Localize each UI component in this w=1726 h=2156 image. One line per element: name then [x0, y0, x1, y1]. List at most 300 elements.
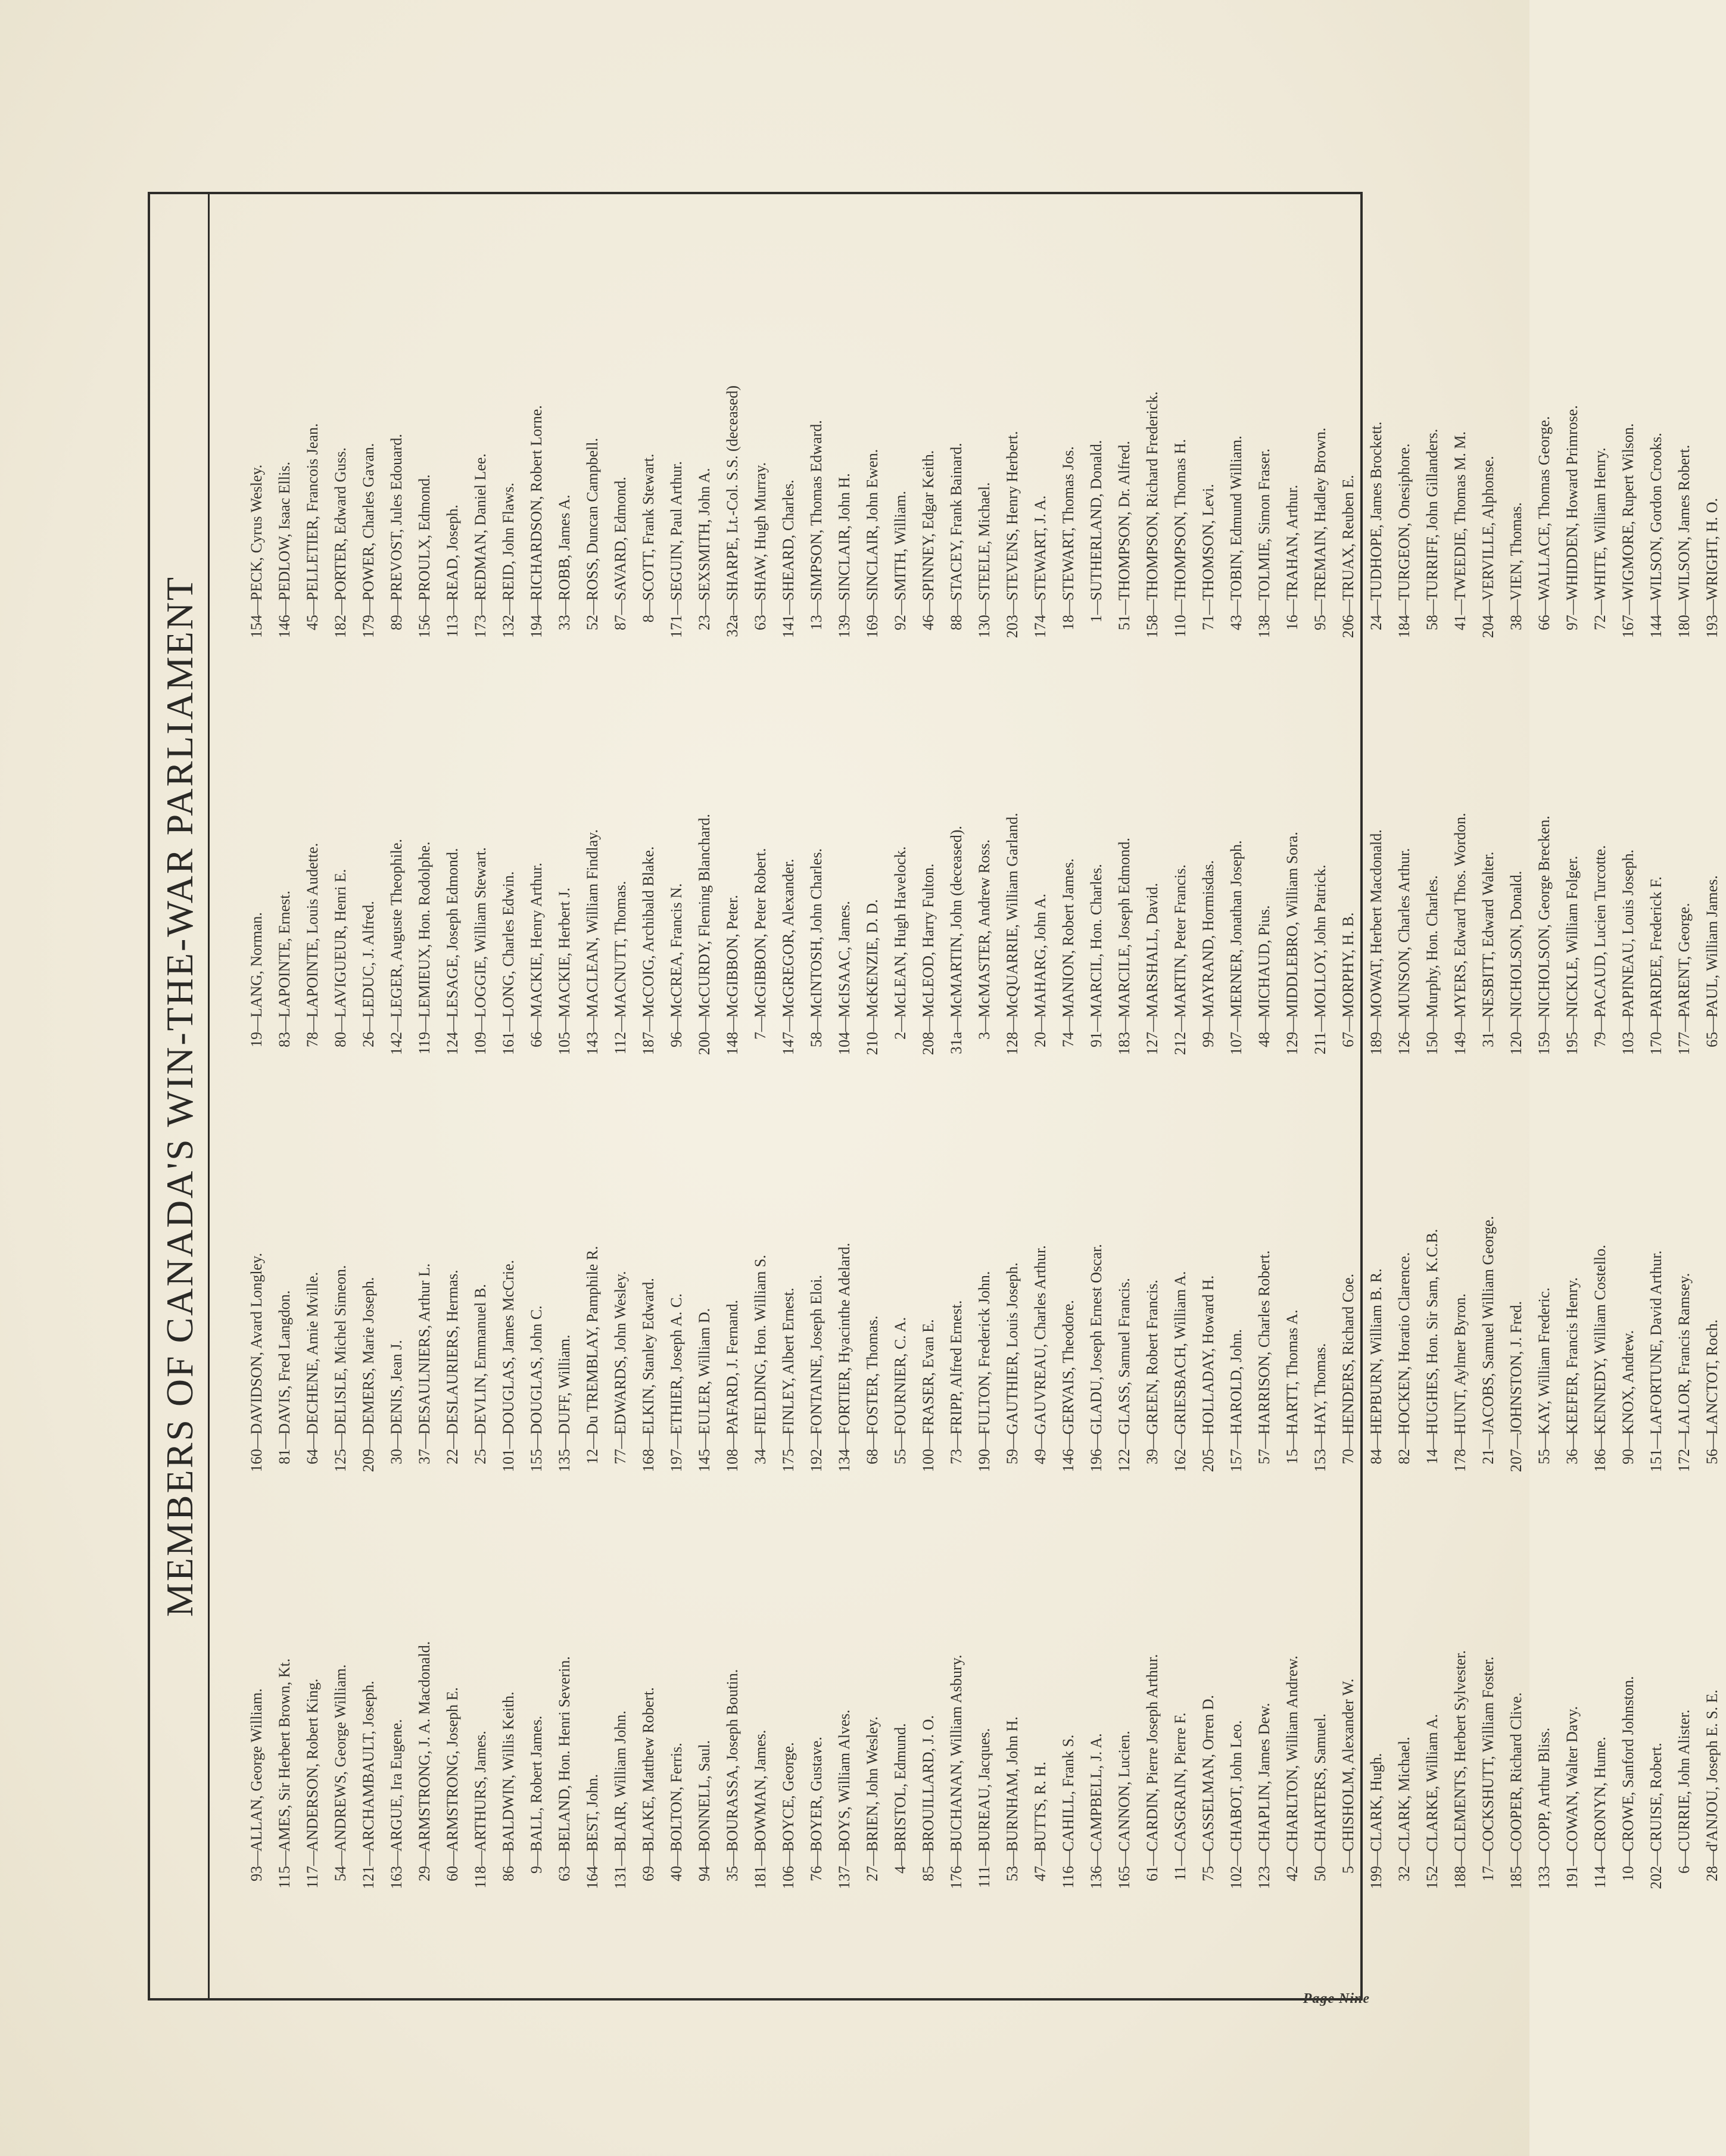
- member-number: 141: [780, 615, 797, 638]
- member-entry: [802, 1492, 830, 1909]
- dash-separator: —: [724, 1850, 741, 1866]
- member-entry: [858, 1492, 886, 1909]
- member-name: SHARPE, Lt.-Col. S.S. (deceased): [724, 385, 741, 601]
- dash-separator: —: [556, 1850, 573, 1866]
- member-name: HARTT, Thomas A.: [1283, 1309, 1301, 1435]
- member-number: 146: [276, 615, 293, 638]
- member-number: 67: [1339, 1032, 1357, 1047]
- member-entry: [998, 1075, 1026, 1492]
- member-entry: [270, 1492, 298, 1909]
- member-name: BOWMAN, James.: [752, 1729, 769, 1852]
- member-number: 129: [1283, 1032, 1301, 1055]
- member-entry: [1222, 1492, 1250, 1909]
- member-name: HOCKEN, Horatio Clarence.: [1395, 1252, 1413, 1435]
- dash-separator: —: [556, 1016, 573, 1032]
- member-number: 69: [640, 1866, 657, 1881]
- dash-separator: —: [584, 1016, 601, 1032]
- dash-separator: —: [724, 1016, 741, 1032]
- member-number: 182: [332, 615, 349, 638]
- member-name: McCURDY, Fleming Blanchard.: [696, 814, 713, 1018]
- member-number: 87: [612, 615, 629, 630]
- member-number: 70: [1339, 1449, 1357, 1464]
- member-entry: [242, 241, 270, 658]
- member-name: MAHARG, John A.: [1032, 893, 1049, 1018]
- member-name: MACKIE, Henry Arthur.: [528, 863, 545, 1018]
- member-number: 111: [976, 1866, 993, 1889]
- member-number: 179: [360, 615, 377, 638]
- member-name: CAMPBELL, J. A.: [1088, 1733, 1105, 1852]
- member-name: CASGRAIN, Pierre F.: [1172, 1712, 1189, 1852]
- member-number: 156: [416, 615, 433, 638]
- member-name: LONG, Charles Edwin.: [500, 871, 517, 1018]
- dash-separator: —: [1647, 1433, 1665, 1449]
- member-number: 150: [1423, 1032, 1441, 1055]
- member-name: MACNUTT, Thomas.: [612, 881, 629, 1018]
- member-entry: [1670, 658, 1698, 1075]
- member-number: 42: [1283, 1866, 1301, 1881]
- dash-separator: —: [1367, 1850, 1385, 1866]
- member-entry: [578, 1492, 606, 1909]
- member-number: 96: [668, 1032, 685, 1047]
- member-number: 52: [584, 615, 601, 630]
- member-name: FOURNIER, C. A.: [892, 1317, 909, 1435]
- member-entry: [1054, 1492, 1082, 1909]
- member-entry: [606, 1075, 634, 1492]
- dash-separator: —: [1172, 599, 1189, 615]
- member-entry: [802, 658, 830, 1075]
- member-name: NICHOLSON, Donald.: [1507, 870, 1525, 1018]
- member-entry: [1362, 1492, 1390, 1909]
- member-entry: [354, 1492, 382, 1909]
- member-name: ELKIN, Stanley Edward.: [640, 1278, 657, 1435]
- dash-separator: —: [248, 1850, 265, 1866]
- member-name: REDMAN, Daniel Lee.: [472, 453, 489, 601]
- member-name: BURNHAM, John H.: [1004, 1716, 1021, 1852]
- dash-separator: —: [1004, 1850, 1021, 1866]
- member-entry: [1586, 1075, 1614, 1492]
- member-entry: [1222, 241, 1250, 658]
- page-label: Page Nine: [1303, 1991, 1370, 2006]
- dash-separator: —: [724, 599, 741, 615]
- dash-separator: —: [864, 599, 881, 615]
- member-name: ETHIER, Joseph A. C.: [668, 1293, 685, 1435]
- member-name: VERVILLE, Alphonse.: [1479, 456, 1497, 601]
- member-name: PARENT, George.: [1675, 903, 1693, 1018]
- member-entry: [1474, 1075, 1502, 1492]
- member-number: 51: [1116, 615, 1133, 630]
- member-name: d'ANJOU, Joseph E. S. E.: [1703, 1690, 1721, 1852]
- member-entry: [382, 658, 410, 1075]
- dash-separator: —: [724, 1433, 741, 1449]
- dash-separator: —: [1619, 1016, 1637, 1032]
- member-entry: [1530, 1492, 1558, 1909]
- member-entry: [1306, 241, 1334, 658]
- member-number: 20: [1032, 1032, 1049, 1047]
- member-name: MYERS, Edward Thos. Wordon.: [1451, 813, 1469, 1018]
- dash-separator: —: [276, 1433, 293, 1449]
- member-entry: [1502, 241, 1530, 658]
- dash-separator: —: [668, 599, 685, 615]
- member-entry: [522, 241, 550, 658]
- member-number: 186: [1591, 1449, 1609, 1472]
- member-entry: [774, 658, 802, 1075]
- member-number: 149: [1451, 1032, 1469, 1055]
- dash-separator: —: [1423, 1433, 1441, 1449]
- member-number: 100: [920, 1449, 937, 1472]
- dash-separator: —: [920, 1850, 937, 1866]
- member-number: 57: [1255, 1449, 1273, 1464]
- member-number: 61: [1144, 1866, 1161, 1881]
- dash-separator: —: [1311, 1433, 1329, 1449]
- dash-separator: —: [836, 1850, 853, 1866]
- member-number: 203: [1004, 615, 1021, 638]
- member-entry: [662, 1075, 690, 1492]
- member-name: DEVLIN, Emmanuel B.: [472, 1284, 489, 1435]
- dash-separator: —: [1255, 1016, 1273, 1032]
- member-name: CHISHOLM, Alexander W.: [1339, 1678, 1357, 1852]
- member-name: KENNEDY, William Costello.: [1591, 1245, 1609, 1435]
- member-entry: [578, 1075, 606, 1492]
- dash-separator: —: [556, 599, 573, 615]
- dash-separator: —: [640, 1016, 657, 1032]
- dash-separator: —: [388, 599, 405, 615]
- member-entry: [1026, 241, 1054, 658]
- dash-separator: —: [1451, 1433, 1469, 1449]
- dash-separator: —: [920, 1433, 937, 1449]
- member-entry: [1306, 658, 1334, 1075]
- member-name: CHARLTON, William Andrew.: [1283, 1655, 1301, 1852]
- member-name: PELLETIER, Francois Jean.: [304, 423, 321, 601]
- member-entry: [802, 241, 830, 658]
- member-number: 11: [1172, 1866, 1189, 1881]
- dash-separator: —: [1395, 599, 1413, 615]
- member-name: LAPOINTE, Ernest.: [276, 890, 293, 1018]
- member-entry: [942, 241, 970, 658]
- member-number: 139: [836, 615, 853, 638]
- member-entry: [1614, 241, 1642, 658]
- member-name: MARCIL, Hon. Charles.: [1088, 864, 1105, 1018]
- member-number: 210: [864, 1032, 881, 1055]
- member-number: 76: [808, 1866, 825, 1881]
- member-name: LAVIGUEUR, Henri E.: [332, 869, 349, 1018]
- dash-separator: —: [584, 599, 601, 615]
- dash-separator: —: [1088, 1433, 1105, 1449]
- dash-separator: —: [612, 599, 629, 615]
- dash-separator: —: [1144, 599, 1161, 615]
- dash-separator: —: [780, 1016, 797, 1032]
- dash-separator: —: [1535, 599, 1553, 615]
- dash-separator: —: [1283, 599, 1301, 615]
- member-entry: [1502, 1075, 1530, 1492]
- member-entry: [1390, 658, 1418, 1075]
- member-entry: [1474, 658, 1502, 1075]
- member-entry: [634, 1492, 662, 1909]
- member-number: 1: [1088, 615, 1105, 623]
- member-entry: [1614, 1075, 1642, 1492]
- member-entry: [1222, 1075, 1250, 1492]
- member-name: LEGER, Auguste Theophile.: [388, 839, 405, 1018]
- member-entry: [1446, 658, 1474, 1075]
- dash-separator: —: [1339, 599, 1357, 615]
- dash-separator: —: [836, 599, 853, 615]
- dash-separator: —: [304, 1433, 321, 1449]
- dash-separator: —: [864, 1850, 881, 1866]
- member-entry: [1362, 1075, 1390, 1492]
- dash-separator: —: [948, 1016, 965, 1032]
- member-entry: [1586, 241, 1614, 658]
- member-name: PROULX, Edmond.: [416, 474, 433, 601]
- member-name: DESAULNIERS, Arthur L.: [416, 1263, 433, 1435]
- member-number: 194: [528, 615, 545, 638]
- member-entry: [438, 1492, 466, 1909]
- dash-separator: —: [612, 1850, 629, 1866]
- dash-separator: —: [1172, 1433, 1189, 1449]
- member-number: 95: [1311, 615, 1329, 630]
- member-entry: [746, 241, 774, 658]
- member-name: ARMSTRONG, J. A. Macdonald.: [416, 1641, 433, 1852]
- member-entry: [830, 1075, 858, 1492]
- member-number: 19: [248, 1032, 265, 1047]
- dash-separator: —: [808, 1016, 825, 1032]
- dash-separator: —: [500, 599, 517, 615]
- member-number: 83: [276, 1032, 293, 1047]
- member-number: 188: [1451, 1866, 1469, 1889]
- member-entry: [1250, 1492, 1278, 1909]
- dash-separator: —: [1144, 1433, 1161, 1449]
- member-number: 13: [808, 615, 825, 630]
- dash-separator: —: [892, 1016, 909, 1032]
- member-name: LOGGIE, William Stewart.: [472, 847, 489, 1018]
- member-name: MUNSON, Charles Arthur.: [1395, 848, 1413, 1018]
- member-number: 85: [920, 1866, 937, 1881]
- member-name: BEST, John.: [584, 1774, 601, 1852]
- member-number: 104: [836, 1032, 853, 1055]
- rotated-content: [150, 194, 1721, 1998]
- dash-separator: —: [948, 1850, 965, 1866]
- member-number: 164: [584, 1866, 601, 1889]
- dash-separator: —: [808, 599, 825, 615]
- dash-separator: —: [556, 1433, 573, 1449]
- member-number: 193: [1703, 615, 1721, 638]
- member-number: 196: [1088, 1449, 1105, 1472]
- member-name: TOBIN, Edmund William.: [1227, 435, 1245, 601]
- dash-separator: —: [1563, 1433, 1581, 1449]
- member-name: BOYS, William Alves.: [836, 1709, 853, 1852]
- dash-separator: —: [1060, 599, 1077, 615]
- member-name: CASSELMAN, Orren D.: [1200, 1695, 1217, 1852]
- member-entry: [522, 1075, 550, 1492]
- member-number: 12: [584, 1449, 601, 1464]
- dash-separator: —: [1339, 1433, 1357, 1449]
- member-number: 136: [1088, 1866, 1105, 1889]
- member-entry: [1614, 1492, 1642, 1909]
- dash-separator: —: [808, 1433, 825, 1449]
- member-number: 212: [1172, 1032, 1189, 1055]
- member-number: 78: [304, 1032, 321, 1047]
- member-entry: [1194, 1492, 1222, 1909]
- title-band: [150, 194, 210, 1998]
- member-name: DOUGLAS, John C.: [528, 1305, 545, 1435]
- member-number: 126: [1395, 1032, 1413, 1055]
- member-number: 197: [668, 1449, 685, 1472]
- member-number: 161: [500, 1032, 517, 1055]
- dash-separator: —: [360, 1016, 377, 1032]
- member-name: WRIGHT, H. O.: [1703, 497, 1721, 601]
- dash-separator: —: [304, 1016, 321, 1032]
- member-number: 144: [1647, 615, 1665, 638]
- member-entry: [1250, 658, 1278, 1075]
- member-entry: [298, 658, 326, 1075]
- member-name: NICHOLSON, George Brecken.: [1535, 816, 1553, 1018]
- member-entry: [830, 1492, 858, 1909]
- member-name: GLASS, Samuel Francis.: [1116, 1278, 1133, 1435]
- member-name: SUTHERLAND, Donald.: [1088, 440, 1105, 601]
- dash-separator: —: [1311, 1850, 1329, 1866]
- member-number: 148: [724, 1032, 741, 1055]
- member-entry: [1110, 1075, 1138, 1492]
- dash-separator: —: [276, 1016, 293, 1032]
- member-number: 49: [1032, 1449, 1049, 1464]
- member-name: READ, Joseph.: [444, 504, 461, 601]
- member-name: PARDEE, Frederick F.: [1647, 876, 1665, 1018]
- member-entry: [690, 658, 718, 1075]
- member-number: 160: [248, 1449, 265, 1472]
- dash-separator: —: [668, 1433, 685, 1449]
- member-name: FULTON, Frederick John.: [976, 1271, 993, 1435]
- member-name: PAFARD, J. Fernand.: [724, 1299, 741, 1435]
- member-name: PACAUD, Lucien Turcotte.: [1591, 845, 1609, 1018]
- member-name: Murphy, Hon. Charles.: [1423, 875, 1441, 1018]
- member-entry: [1026, 658, 1054, 1075]
- member-entry: [942, 1492, 970, 1909]
- member-name: GAUVREAU, Charles Arthur.: [1032, 1245, 1049, 1435]
- member-entry: [1138, 241, 1166, 658]
- member-number: 101: [500, 1449, 517, 1472]
- member-name: KAY, William Frederic.: [1535, 1287, 1553, 1435]
- member-name: ARMSTRONG, Joseph E.: [444, 1687, 461, 1852]
- member-name: McQUARRIE, William Garland.: [1004, 813, 1021, 1018]
- member-name: HEPBURN, William B. R.: [1367, 1268, 1385, 1435]
- member-name: COPP, Arthur Bliss.: [1535, 1727, 1553, 1852]
- member-name: GERVAIS, Theodore.: [1060, 1300, 1077, 1435]
- member-name: SHEARD, Charles.: [780, 480, 797, 601]
- member-entry: [1474, 1492, 1502, 1909]
- member-number: 154: [248, 615, 265, 638]
- member-entry: [1558, 1492, 1586, 1909]
- dash-separator: —: [1479, 599, 1497, 615]
- dash-separator: —: [416, 1016, 433, 1032]
- member-name: REID, John Flaws.: [500, 483, 517, 601]
- member-name: McINTOSH, John Charles.: [808, 848, 825, 1018]
- member-name: DEMERS, Marie Joseph.: [360, 1277, 377, 1435]
- member-name: CLARK, Hugh.: [1367, 1753, 1385, 1852]
- member-number: 5: [1339, 1866, 1357, 1874]
- member-entry: [662, 658, 690, 1075]
- dash-separator: —: [1479, 1016, 1497, 1032]
- member-entry: [858, 241, 886, 658]
- dash-separator: —: [416, 599, 433, 615]
- dash-separator: —: [1032, 599, 1049, 615]
- dash-separator: —: [304, 1850, 321, 1866]
- dash-separator: —: [1172, 1016, 1189, 1032]
- dash-separator: —: [1647, 1016, 1665, 1032]
- member-name: TRUAX, Reuben E.: [1339, 475, 1357, 601]
- member-name: LAPOINTE, Louis Audette.: [304, 842, 321, 1018]
- member-number: 135: [556, 1449, 573, 1472]
- dash-separator: —: [1703, 1433, 1721, 1449]
- member-number: 22: [444, 1449, 461, 1464]
- member-entry: [774, 1492, 802, 1909]
- dash-separator: —: [1535, 1850, 1553, 1866]
- member-number: 146: [1060, 1449, 1077, 1472]
- member-number: 180: [1675, 615, 1693, 638]
- member-number: 170: [1647, 1032, 1665, 1055]
- member-name: TREMAIN, Hadley Brown.: [1311, 427, 1329, 601]
- member-number: 6: [1675, 1866, 1693, 1874]
- member-entry: [746, 1075, 774, 1492]
- dash-separator: —: [1283, 1850, 1301, 1866]
- dash-separator: —: [1591, 1433, 1609, 1449]
- member-name: McGIBBON, Peter.: [724, 895, 741, 1018]
- member-name: SCOTT, Frank Stewart.: [640, 453, 657, 601]
- member-name: WILSON, James Robert.: [1675, 444, 1693, 601]
- member-entry: [242, 1492, 270, 1909]
- member-name: TURGEON, Onesiphore.: [1395, 443, 1413, 601]
- dash-separator: —: [1227, 1433, 1245, 1449]
- member-number: 55: [1535, 1449, 1553, 1464]
- dash-separator: —: [1507, 1850, 1525, 1866]
- member-entry: [326, 1075, 354, 1492]
- member-entry: [718, 1075, 746, 1492]
- dash-separator: —: [696, 1016, 713, 1032]
- member-entry: [1586, 1492, 1614, 1909]
- member-name: WILSON, Gordon Crooks.: [1647, 433, 1665, 601]
- member-entry: [718, 241, 746, 658]
- member-entry: [1082, 1075, 1110, 1492]
- member-number: 71: [1200, 615, 1217, 630]
- member-entry: [1166, 1075, 1194, 1492]
- member-entry: [1110, 658, 1138, 1075]
- member-name: MARTIN, Peter Francis.: [1172, 864, 1189, 1018]
- member-name: CHAPLIN, James Dew.: [1255, 1703, 1273, 1852]
- member-name: POWER, Charles Gavan.: [360, 443, 377, 601]
- member-entry: [690, 1075, 718, 1492]
- dash-separator: —: [1451, 1850, 1469, 1866]
- member-entry: [858, 658, 886, 1075]
- dash-separator: —: [360, 1850, 377, 1866]
- dash-separator: —: [1004, 1433, 1021, 1449]
- member-name: CANNON, Lucien.: [1116, 1731, 1133, 1852]
- member-entry: [410, 1075, 438, 1492]
- dash-separator: —: [1395, 1433, 1413, 1449]
- member-column-3: [242, 658, 1726, 1075]
- member-entry: [550, 241, 578, 658]
- member-name: FONTAINE, Joseph Eloi.: [808, 1274, 825, 1435]
- member-number: 18: [1060, 615, 1077, 630]
- dash-separator: —: [1032, 1850, 1049, 1866]
- member-entry: [466, 1075, 494, 1492]
- member-number: 110: [1172, 615, 1189, 638]
- dash-separator: —: [836, 1433, 853, 1449]
- member-entry: [354, 658, 382, 1075]
- member-name: COCKSHUTT, William Foster.: [1479, 1656, 1497, 1852]
- member-name: VIEN, Thomas.: [1507, 502, 1525, 601]
- member-number: 89: [388, 615, 405, 630]
- dash-separator: —: [528, 599, 545, 615]
- member-entry: [354, 241, 382, 658]
- member-number: 8: [640, 615, 657, 623]
- member-number: 211: [1311, 1032, 1329, 1055]
